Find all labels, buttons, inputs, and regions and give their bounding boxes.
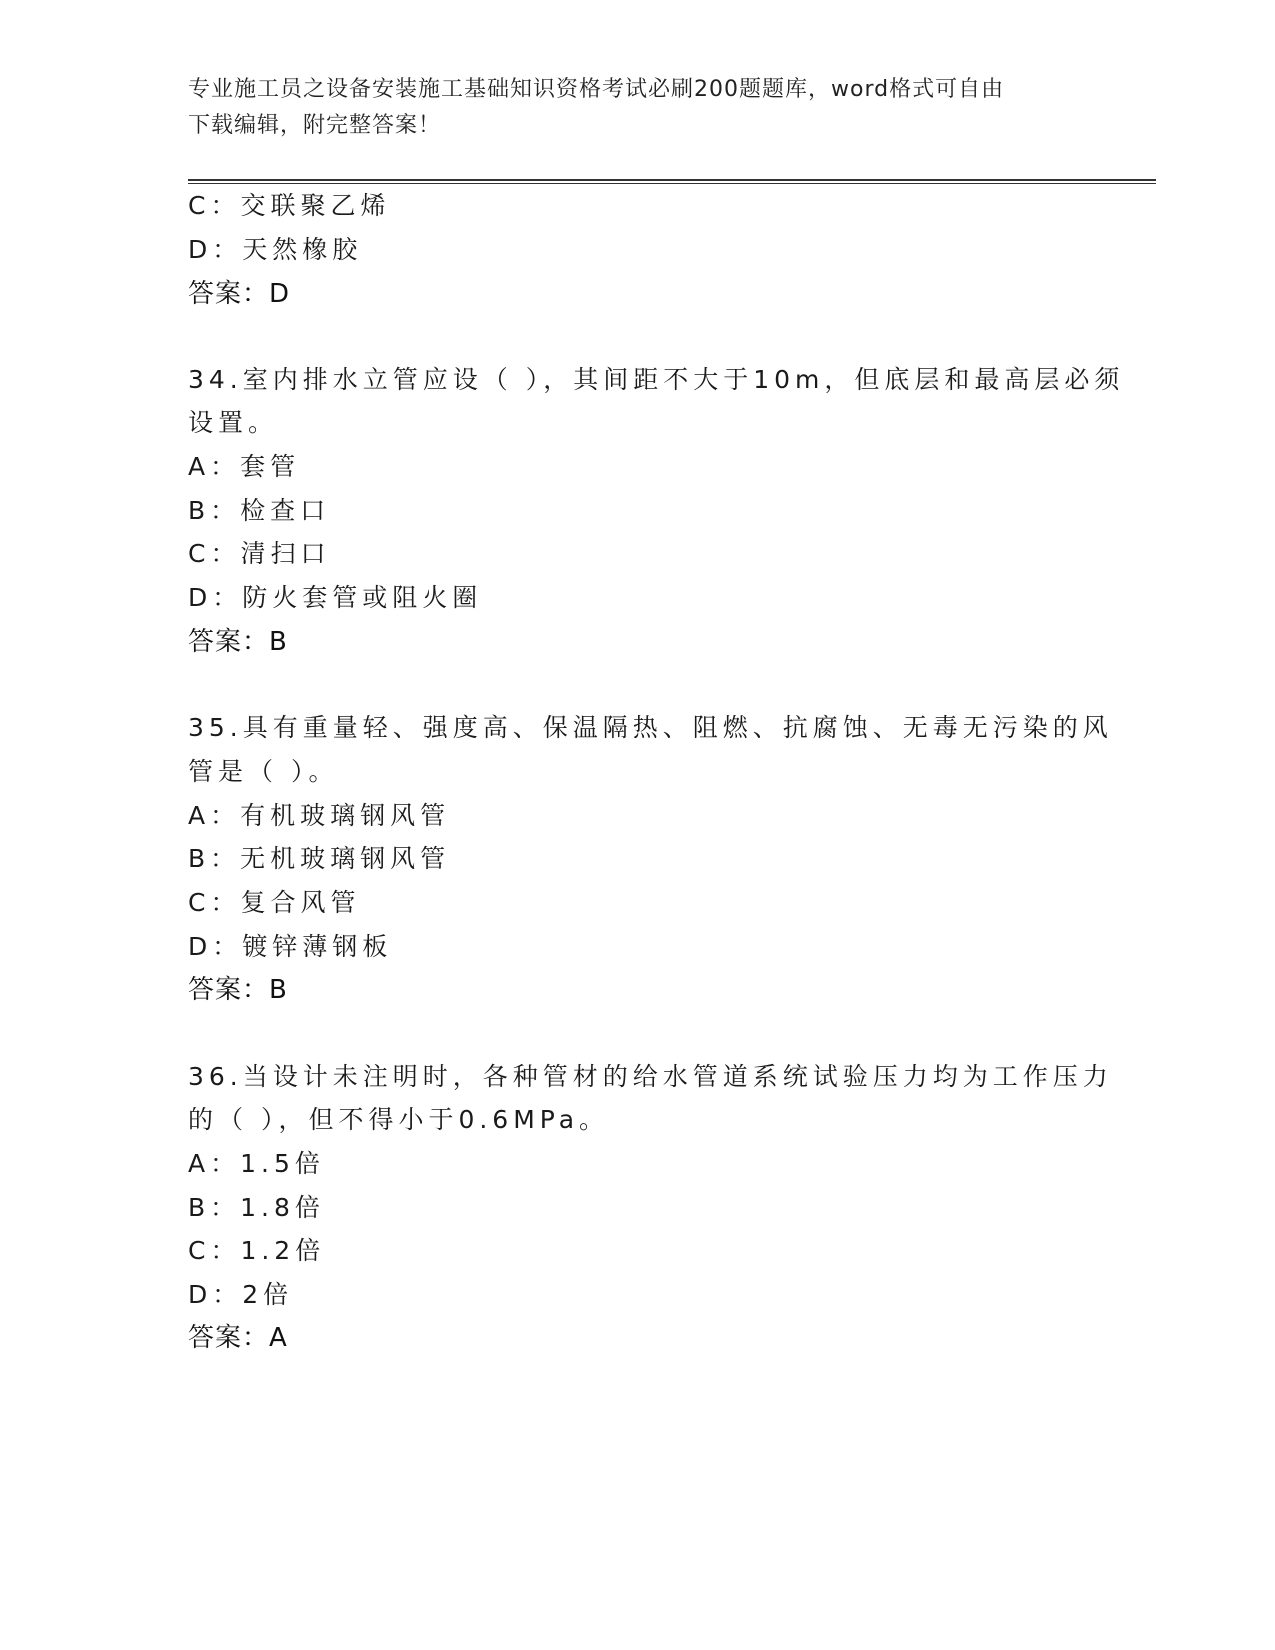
question-36-answer: 答案：A: [188, 1323, 288, 1353]
question-36-option-a: A：1.5倍: [188, 1149, 325, 1178]
question-36-option-b: B：1.8倍: [188, 1193, 325, 1222]
question-34-answer: 答案：B: [188, 627, 288, 657]
question-35-option-d: D：镀锌薄钢板: [188, 932, 393, 961]
header-divider-thick: [188, 179, 1156, 181]
question-34-line-1: 34.室内排水立管应设（ ），其间距不大于10m，但底层和最高层必须: [188, 365, 1125, 394]
question-34-option-b: B：检查口: [188, 496, 331, 525]
question-34-line-2: 设置。: [188, 408, 279, 437]
header-divider-thin: [188, 183, 1156, 184]
prev-option-c: C：交联聚乙烯: [188, 191, 391, 220]
question-35-line-2: 管是（ ）。: [188, 757, 339, 786]
question-36-line-1: 36.当设计未注明时，各种管材的给水管道系统试验压力均为工作压力: [188, 1062, 1113, 1091]
question-34-option-c: C：清扫口: [188, 539, 331, 568]
question-34-option-d: D：防火套管或阻火圈: [188, 583, 483, 612]
header-line-1: 专业施工员之设备安装施工基础知识资格考试必刷200题题库，word格式可自由: [188, 77, 1005, 102]
question-36-option-c: C：1.2倍: [188, 1236, 326, 1265]
document-header: [188, 72, 1078, 144]
question-34-option-a: A：套管: [188, 452, 301, 481]
header-line-2: 下载编辑，附完整答案！: [188, 113, 442, 138]
prev-option-d: D：天然橡胶: [188, 235, 363, 264]
question-35-line-1: 35.具有重量轻、强度高、保温隔热、阻燃、抗腐蚀、无毒无污染的风: [188, 713, 1113, 742]
question-36-option-d: D：2倍: [188, 1280, 294, 1309]
prev-answer: 答案：D: [188, 279, 291, 309]
question-35-option-b: B：无机玻璃钢风管: [188, 844, 451, 873]
question-35-option-c: C：复合风管: [188, 888, 361, 917]
question-35-answer: 答案：B: [188, 975, 288, 1005]
question-36-line-2: 的（ ），但不得小于0.6MPa。: [188, 1105, 610, 1134]
question-35-option-a: A：有机玻璃钢风管: [188, 801, 451, 830]
